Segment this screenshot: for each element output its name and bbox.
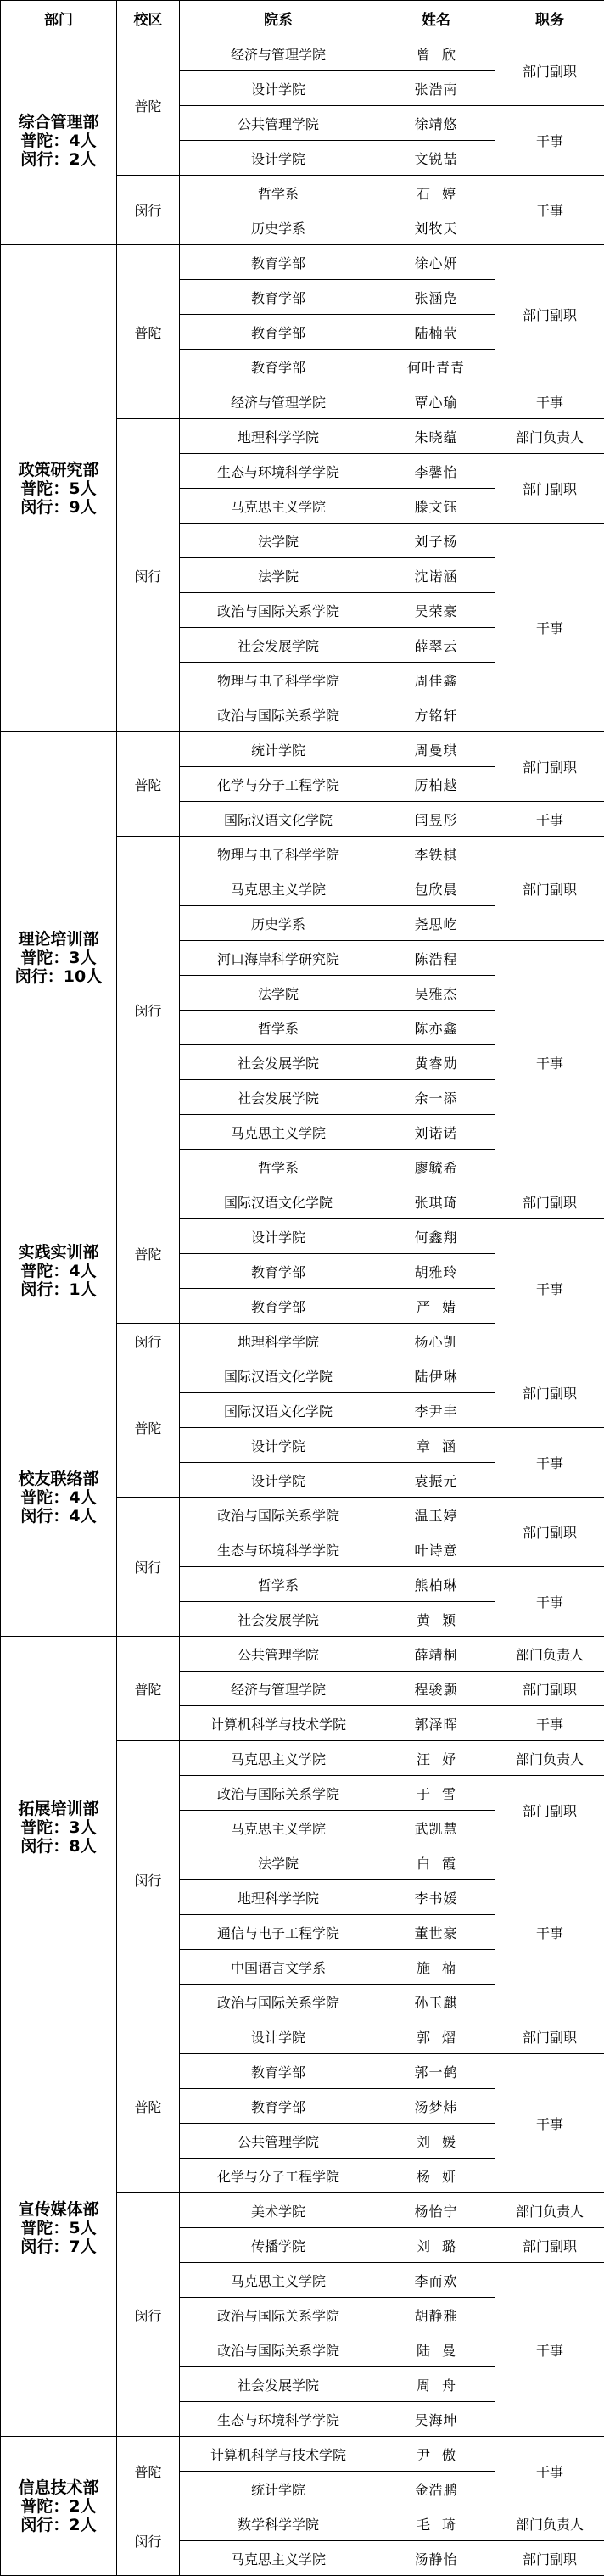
name-cell: 周佳鑫 xyxy=(378,663,495,697)
name-cell: 尧思屹 xyxy=(378,906,495,941)
role-cell: 部门副职 xyxy=(495,732,604,802)
table-row xyxy=(1,245,604,280)
campus-cell: 普陀 xyxy=(117,1358,180,1498)
dept-cell xyxy=(1,2437,117,2576)
name-cell: 汪妤 xyxy=(378,1741,495,1776)
school-cell: 统计学院 xyxy=(180,2472,378,2506)
school-cell: 马克思主义学院 xyxy=(180,2263,378,2298)
role-cell: 干事 xyxy=(495,1706,604,1741)
name-cell: 金浩鹏 xyxy=(378,2472,495,2506)
school-cell: 国际汉语文化学院 xyxy=(180,802,378,837)
campus-cell: 闵行 xyxy=(117,1324,180,1358)
school-cell: 教育学部 xyxy=(180,315,378,350)
name-cell: 汤梦炜 xyxy=(378,2089,495,2124)
header-role: 职务 xyxy=(495,1,604,36)
school-cell: 生态与环境科学学院 xyxy=(180,1532,378,1567)
role-cell: 部门负责人 xyxy=(495,1637,604,1672)
name-cell: 滕文钰 xyxy=(378,489,495,524)
role-cell: 部门副职 xyxy=(495,245,604,384)
name-cell: 袁振元 xyxy=(378,1463,495,1498)
name-cell: 沈诺涵 xyxy=(378,558,495,593)
school-cell: 国际汉语文化学院 xyxy=(180,1358,378,1393)
school-cell: 哲学系 xyxy=(180,1567,378,1602)
name-cell: 吴海坤 xyxy=(378,2402,495,2437)
name-cell: 覃心瑜 xyxy=(378,384,495,419)
school-cell: 经济与管理学院 xyxy=(180,36,378,71)
role-cell: 部门副职 xyxy=(495,36,604,106)
campus-cell: 普陀 xyxy=(117,1184,180,1324)
name-cell: 尹傲 xyxy=(378,2437,495,2472)
school-cell: 设计学院 xyxy=(180,2019,378,2054)
table-body xyxy=(1,36,604,2576)
name-cell: 吴雅杰 xyxy=(378,976,495,1011)
name-cell: 刘媛 xyxy=(378,2124,495,2159)
name-cell: 陆曼 xyxy=(378,2332,495,2367)
school-cell: 法学院 xyxy=(180,976,378,1011)
school-cell: 国际汉语文化学院 xyxy=(180,1393,378,1428)
campus-cell: 普陀 xyxy=(117,2437,180,2506)
name-cell: 朱晓蕴 xyxy=(378,419,495,454)
school-cell: 设计学院 xyxy=(180,71,378,106)
name-cell: 李书媛 xyxy=(378,1880,495,1915)
role-cell: 干事 xyxy=(495,941,604,1184)
school-cell: 公共管理学院 xyxy=(180,106,378,141)
table-row xyxy=(1,732,604,767)
school-cell: 政治与国际关系学院 xyxy=(180,2332,378,2367)
dept-count: 闵行：1人 xyxy=(1,1280,116,1299)
campus-cell: 闵行 xyxy=(117,2506,180,2576)
school-cell: 传播学院 xyxy=(180,2228,378,2263)
dept-cell xyxy=(1,245,117,732)
school-cell: 通信与电子工程学院 xyxy=(180,1915,378,1950)
dept-cell xyxy=(1,36,117,245)
dept-count: 闵行：10人 xyxy=(1,967,116,986)
name-cell: 郭一鹤 xyxy=(378,2054,495,2089)
school-cell: 政治与国际关系学院 xyxy=(180,2298,378,2332)
school-cell: 政治与国际关系学院 xyxy=(180,1985,378,2019)
role-cell: 部门副职 xyxy=(495,454,604,524)
name-cell: 黄颖 xyxy=(378,1602,495,1637)
role-cell: 部门副职 xyxy=(495,837,604,941)
school-cell: 经济与管理学院 xyxy=(180,384,378,419)
dept-count: 闵行：2人 xyxy=(1,2516,116,2534)
school-cell: 历史学系 xyxy=(180,906,378,941)
role-cell: 部门负责人 xyxy=(495,419,604,454)
header-name: 姓名 xyxy=(378,1,495,36)
school-cell: 社会发展学院 xyxy=(180,1602,378,1637)
name-cell: 吴荣豪 xyxy=(378,593,495,628)
school-cell: 历史学系 xyxy=(180,210,378,245)
role-cell: 干事 xyxy=(495,384,604,419)
dept-count: 普陀：3人 xyxy=(1,1818,116,1837)
table-row xyxy=(1,2019,604,2054)
school-cell: 地理科学学院 xyxy=(180,419,378,454)
school-cell: 马克思主义学院 xyxy=(180,2541,378,2576)
name-cell: 李尹丰 xyxy=(378,1393,495,1428)
name-cell: 徐靖悠 xyxy=(378,106,495,141)
role-cell: 部门负责人 xyxy=(495,2193,604,2228)
school-cell: 统计学院 xyxy=(180,732,378,767)
campus-cell: 普陀 xyxy=(117,732,180,837)
school-cell: 国际汉语文化学院 xyxy=(180,1184,378,1219)
name-cell: 白霞 xyxy=(378,1845,495,1880)
school-cell: 马克思主义学院 xyxy=(180,489,378,524)
name-cell: 杨心凯 xyxy=(378,1324,495,1358)
name-cell: 薛靖桐 xyxy=(378,1637,495,1672)
name-cell: 李铁棋 xyxy=(378,837,495,871)
school-cell: 物理与电子科学学院 xyxy=(180,837,378,871)
name-cell: 张涵凫 xyxy=(378,280,495,315)
dept-name: 理论培训部 xyxy=(1,930,116,949)
name-cell: 何叶青青 xyxy=(378,350,495,384)
role-cell: 部门负责人 xyxy=(495,1741,604,1776)
dept-count: 普陀：4人 xyxy=(1,132,116,150)
role-cell: 干事 xyxy=(495,1428,604,1498)
campus-cell: 普陀 xyxy=(117,2019,180,2193)
school-cell: 哲学系 xyxy=(180,176,378,210)
school-cell: 教育学部 xyxy=(180,1289,378,1324)
school-cell: 计算机科学与技术学院 xyxy=(180,2437,378,2472)
school-cell: 设计学院 xyxy=(180,1428,378,1463)
name-cell: 包欣晨 xyxy=(378,871,495,906)
role-cell: 部门副职 xyxy=(495,1776,604,1845)
name-cell: 熊柏琳 xyxy=(378,1567,495,1602)
name-cell: 李馨怡 xyxy=(378,454,495,489)
school-cell: 计算机科学与技术学院 xyxy=(180,1706,378,1741)
campus-cell: 闵行 xyxy=(117,2193,180,2437)
school-cell: 数学科学学院 xyxy=(180,2506,378,2541)
school-cell: 法学院 xyxy=(180,1845,378,1880)
school-cell: 化学与分子工程学院 xyxy=(180,767,378,802)
school-cell: 教育学部 xyxy=(180,2054,378,2089)
campus-cell: 闵行 xyxy=(117,1498,180,1637)
school-cell: 化学与分子工程学院 xyxy=(180,2159,378,2193)
dept-name: 拓展培训部 xyxy=(1,1800,116,1818)
name-cell: 廖毓希 xyxy=(378,1150,495,1184)
name-cell: 刘诺诺 xyxy=(378,1115,495,1150)
name-cell: 厉柏越 xyxy=(378,767,495,802)
school-cell: 政治与国际关系学院 xyxy=(180,1498,378,1532)
school-cell: 生态与环境科学学院 xyxy=(180,454,378,489)
name-cell: 石婷 xyxy=(378,176,495,210)
school-cell: 公共管理学院 xyxy=(180,2124,378,2159)
role-cell: 干事 xyxy=(495,1219,604,1358)
role-cell: 干事 xyxy=(495,176,604,245)
school-cell: 政治与国际关系学院 xyxy=(180,593,378,628)
dept-name: 综合管理部 xyxy=(1,113,116,132)
name-cell: 陈浩程 xyxy=(378,941,495,976)
school-cell: 美术学院 xyxy=(180,2193,378,2228)
school-cell: 政治与国际关系学院 xyxy=(180,697,378,732)
name-cell: 闫昱彤 xyxy=(378,802,495,837)
school-cell: 社会发展学院 xyxy=(180,1080,378,1115)
role-cell: 部门副职 xyxy=(495,1672,604,1706)
school-cell: 经济与管理学院 xyxy=(180,1672,378,1706)
role-cell: 干事 xyxy=(495,1567,604,1637)
name-cell: 孙玉麒 xyxy=(378,1985,495,2019)
school-cell: 法学院 xyxy=(180,558,378,593)
dept-name: 宣传媒体部 xyxy=(1,2200,116,2219)
name-cell: 黄睿勋 xyxy=(378,1045,495,1080)
role-cell: 干事 xyxy=(495,802,604,837)
name-cell: 徐心妍 xyxy=(378,245,495,280)
role-cell: 干事 xyxy=(495,524,604,732)
role-cell: 干事 xyxy=(495,2437,604,2506)
role-cell: 部门副职 xyxy=(495,2541,604,2576)
role-cell: 干事 xyxy=(495,2054,604,2193)
name-cell: 于雪 xyxy=(378,1776,495,1811)
name-cell: 章涵 xyxy=(378,1428,495,1463)
school-cell: 地理科学学院 xyxy=(180,1324,378,1358)
name-cell: 余一添 xyxy=(378,1080,495,1115)
school-cell: 教育学部 xyxy=(180,350,378,384)
school-cell: 河口海岸科学研究院 xyxy=(180,941,378,976)
campus-cell: 闵行 xyxy=(117,176,180,245)
dept-count: 闵行：8人 xyxy=(1,1837,116,1856)
school-cell: 物理与电子科学学院 xyxy=(180,663,378,697)
role-cell: 部门副职 xyxy=(495,2019,604,2054)
name-cell: 郭熠 xyxy=(378,2019,495,2054)
header-campus: 校区 xyxy=(117,1,180,36)
school-cell: 马克思主义学院 xyxy=(180,1741,378,1776)
name-cell: 胡雅玲 xyxy=(378,1254,495,1289)
dept-cell xyxy=(1,732,117,1184)
name-cell: 董世豪 xyxy=(378,1915,495,1950)
school-cell: 政治与国际关系学院 xyxy=(180,1776,378,1811)
dept-count: 普陀：4人 xyxy=(1,1262,116,1280)
dept-cell xyxy=(1,2019,117,2437)
name-cell: 刘牧天 xyxy=(378,210,495,245)
school-cell: 教育学部 xyxy=(180,245,378,280)
school-cell: 社会发展学院 xyxy=(180,2367,378,2402)
name-cell: 李而欢 xyxy=(378,2263,495,2298)
name-cell: 毛琦 xyxy=(378,2506,495,2541)
dept-name: 实践实训部 xyxy=(1,1243,116,1262)
dept-count: 闵行：4人 xyxy=(1,1507,116,1526)
dept-count: 普陀：2人 xyxy=(1,2497,116,2516)
role-cell: 干事 xyxy=(495,1845,604,2019)
name-cell: 汤静怡 xyxy=(378,2541,495,2576)
name-cell: 温玉婷 xyxy=(378,1498,495,1532)
table-row xyxy=(1,2437,604,2472)
table-row xyxy=(1,36,604,71)
school-cell: 社会发展学院 xyxy=(180,1045,378,1080)
school-cell: 哲学系 xyxy=(180,1011,378,1045)
campus-cell: 普陀 xyxy=(117,1637,180,1741)
campus-cell: 闵行 xyxy=(117,1741,180,2019)
school-cell: 社会发展学院 xyxy=(180,628,378,663)
name-cell: 陆楠茕 xyxy=(378,315,495,350)
name-cell: 施楠 xyxy=(378,1950,495,1985)
dept-name: 政策研究部 xyxy=(1,461,116,479)
role-cell: 干事 xyxy=(495,2263,604,2437)
campus-cell: 普陀 xyxy=(117,245,180,419)
table-header xyxy=(1,1,604,36)
name-cell: 武凯慧 xyxy=(378,1811,495,1845)
table-row xyxy=(1,1184,604,1219)
name-cell: 胡静雅 xyxy=(378,2298,495,2332)
name-cell: 陆伊琳 xyxy=(378,1358,495,1393)
table-row xyxy=(1,1637,604,1672)
name-cell: 周曼琪 xyxy=(378,732,495,767)
name-cell: 严婧 xyxy=(378,1289,495,1324)
name-cell: 郭泽晖 xyxy=(378,1706,495,1741)
role-cell: 部门副职 xyxy=(495,2228,604,2263)
dept-count: 普陀：5人 xyxy=(1,2219,116,2237)
dept-count: 普陀：4人 xyxy=(1,1488,116,1507)
role-cell: 干事 xyxy=(495,106,604,176)
campus-cell: 普陀 xyxy=(117,36,180,176)
name-cell: 陈亦鑫 xyxy=(378,1011,495,1045)
school-cell: 马克思主义学院 xyxy=(180,1811,378,1845)
dept-count: 闵行：2人 xyxy=(1,150,116,169)
dept-cell xyxy=(1,1184,117,1358)
school-cell: 设计学院 xyxy=(180,1463,378,1498)
school-cell: 法学院 xyxy=(180,524,378,558)
name-cell: 薛翠云 xyxy=(378,628,495,663)
role-cell: 部门副职 xyxy=(495,1498,604,1567)
name-cell: 刘璐 xyxy=(378,2228,495,2263)
name-cell: 叶诗意 xyxy=(378,1532,495,1567)
school-cell: 教育学部 xyxy=(180,2089,378,2124)
role-cell: 部门副职 xyxy=(495,1358,604,1428)
name-cell: 刘子杨 xyxy=(378,524,495,558)
school-cell: 中国语言文学系 xyxy=(180,1950,378,1985)
role-cell: 部门副职 xyxy=(495,1184,604,1219)
header-dept: 部门 xyxy=(1,1,117,36)
dept-cell xyxy=(1,1637,117,2019)
name-cell: 张琪琦 xyxy=(378,1184,495,1219)
dept-count: 普陀：3人 xyxy=(1,949,116,967)
dept-count: 闵行：9人 xyxy=(1,498,116,517)
name-cell: 文锐喆 xyxy=(378,141,495,176)
school-cell: 生态与环境科学学院 xyxy=(180,2402,378,2437)
table-row xyxy=(1,1358,604,1393)
dept-cell xyxy=(1,1358,117,1637)
header-row xyxy=(1,1,604,36)
school-cell: 设计学院 xyxy=(180,1219,378,1254)
name-cell: 杨妍 xyxy=(378,2159,495,2193)
name-cell: 张浩南 xyxy=(378,71,495,106)
name-cell: 程骏颢 xyxy=(378,1672,495,1706)
school-cell: 设计学院 xyxy=(180,141,378,176)
name-cell: 周舟 xyxy=(378,2367,495,2402)
name-cell: 杨怡宁 xyxy=(378,2193,495,2228)
header-school: 院系 xyxy=(180,1,378,36)
school-cell: 教育学部 xyxy=(180,280,378,315)
dept-name: 校友联络部 xyxy=(1,1470,116,1488)
dept-count: 普陀：5人 xyxy=(1,479,116,498)
school-cell: 公共管理学院 xyxy=(180,1637,378,1672)
campus-cell: 闵行 xyxy=(117,837,180,1184)
campus-cell: 闵行 xyxy=(117,419,180,732)
name-cell: 方铭轩 xyxy=(378,697,495,732)
name-cell: 何鑫翔 xyxy=(378,1219,495,1254)
school-cell: 教育学部 xyxy=(180,1254,378,1289)
school-cell: 地理科学学院 xyxy=(180,1880,378,1915)
school-cell: 马克思主义学院 xyxy=(180,1115,378,1150)
dept-count: 闵行：7人 xyxy=(1,2237,116,2256)
name-cell: 曾欣 xyxy=(378,36,495,71)
school-cell: 马克思主义学院 xyxy=(180,871,378,906)
role-cell: 部门负责人 xyxy=(495,2506,604,2541)
dept-name: 信息技术部 xyxy=(1,2478,116,2497)
school-cell: 哲学系 xyxy=(180,1150,378,1184)
